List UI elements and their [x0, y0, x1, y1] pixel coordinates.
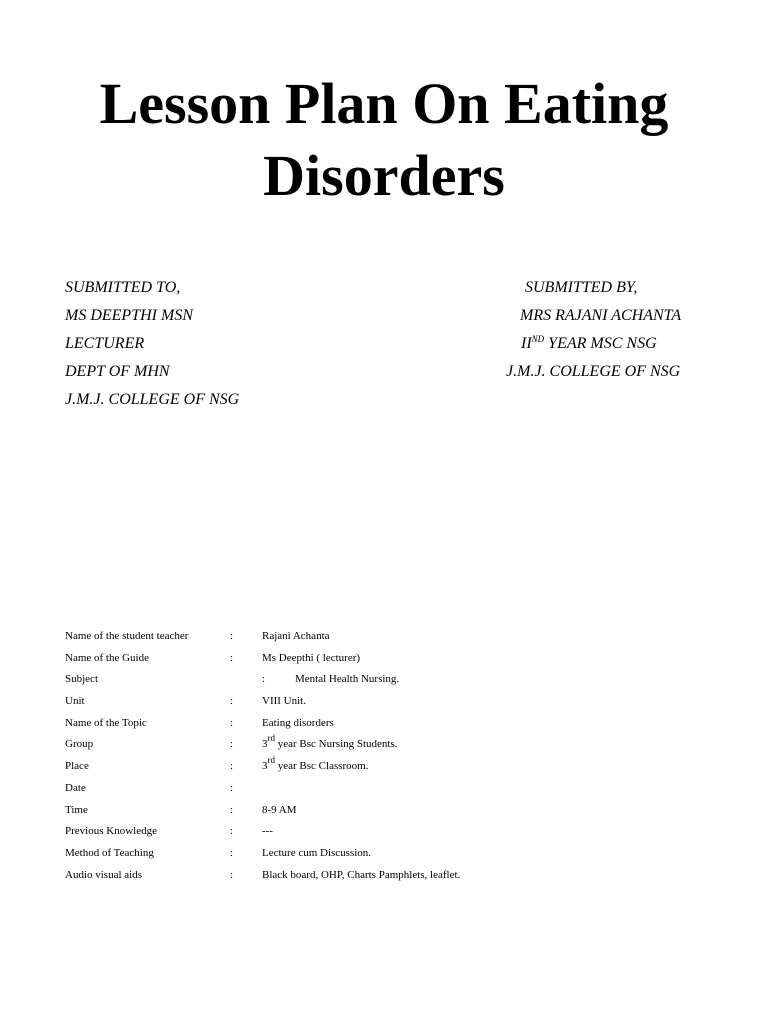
detail-separator: :: [230, 695, 234, 708]
detail-label: Name of the Topic: [65, 716, 147, 729]
detail-value: ---: [262, 825, 273, 838]
detail-separator: :: [262, 673, 266, 686]
document-title: [0, 68, 768, 212]
value-prefix: 3: [262, 760, 268, 773]
detail-label: Unit: [65, 695, 85, 708]
detail-value: [262, 755, 369, 775]
title-line-1: Lesson Plan On Eating: [99, 71, 669, 136]
detail-value: Mental Health Nursing.: [295, 673, 400, 686]
value-rest: year Bsc Classroom.: [275, 760, 369, 773]
submitted-by-name: MRS RAJANI ACHANTA: [520, 307, 682, 324]
detail-value: Lecture cum Discussion.: [262, 846, 372, 859]
detail-label: Audio visual aids: [65, 868, 142, 881]
detail-label: Group: [65, 738, 94, 751]
title-line-2: Disorders: [263, 143, 505, 208]
detail-separator: :: [230, 630, 234, 642]
detail-value: [262, 733, 398, 753]
detail-value: Black board, OHP, Charts Pamphlets, leaflet.: [262, 868, 461, 881]
detail-separator: :: [230, 825, 234, 838]
year-superscript: ND: [531, 334, 545, 344]
value-prefix: 3: [262, 738, 268, 751]
detail-label: Name of the Guide: [65, 651, 149, 664]
detail-label: Method of Teaching: [65, 846, 154, 859]
detail-separator: :: [230, 738, 234, 751]
detail-separator: :: [230, 716, 234, 729]
detail-separator: :: [230, 651, 234, 664]
value-superscript: rd: [267, 755, 275, 766]
detail-label: Date: [65, 781, 86, 794]
value-rest: year Bsc Nursing Students.: [275, 738, 398, 751]
submitted-by-block: [506, 274, 681, 386]
detail-label: Time: [65, 803, 88, 816]
detail-value: Ms Deepthi ( lecturer): [262, 651, 361, 664]
detail-label: Name of the student teacher: [65, 630, 189, 642]
submitted-to-heading: SUBMITTED TO,: [65, 279, 181, 296]
detail-separator: :: [230, 868, 234, 881]
submitted-by-year: [506, 330, 681, 358]
submitted-by-heading: SUBMITTED BY,: [525, 279, 638, 296]
detail-value: Rajani Achanta: [262, 630, 330, 642]
detail-value: 8-9 AM: [262, 803, 297, 816]
detail-label: Previous Knowledge: [65, 825, 157, 838]
submitted-to-block: [65, 274, 239, 414]
submitted-to-line: J.M.J. COLLEGE OF NSG: [65, 391, 240, 408]
detail-label: Subject: [65, 673, 98, 686]
submitted-to-line: MS DEEPTHI MSN: [65, 307, 193, 324]
submitted-to-line: LECTURER: [65, 335, 145, 352]
detail-separator: :: [230, 846, 234, 859]
detail-value: Eating disorders: [262, 716, 334, 729]
detail-separator: :: [230, 781, 234, 794]
year-prefix: II: [521, 335, 532, 352]
submitted-by-college: J.M.J. COLLEGE OF NSG: [506, 363, 681, 380]
year-rest: YEAR MSC NSG: [544, 335, 657, 352]
detail-separator: :: [230, 803, 234, 816]
submitted-to-line: DEPT OF MHN: [65, 363, 170, 380]
detail-value: VIII Unit.: [262, 695, 306, 708]
value-superscript: rd: [267, 733, 275, 744]
detail-separator: :: [230, 760, 234, 773]
detail-label: Place: [65, 760, 89, 773]
